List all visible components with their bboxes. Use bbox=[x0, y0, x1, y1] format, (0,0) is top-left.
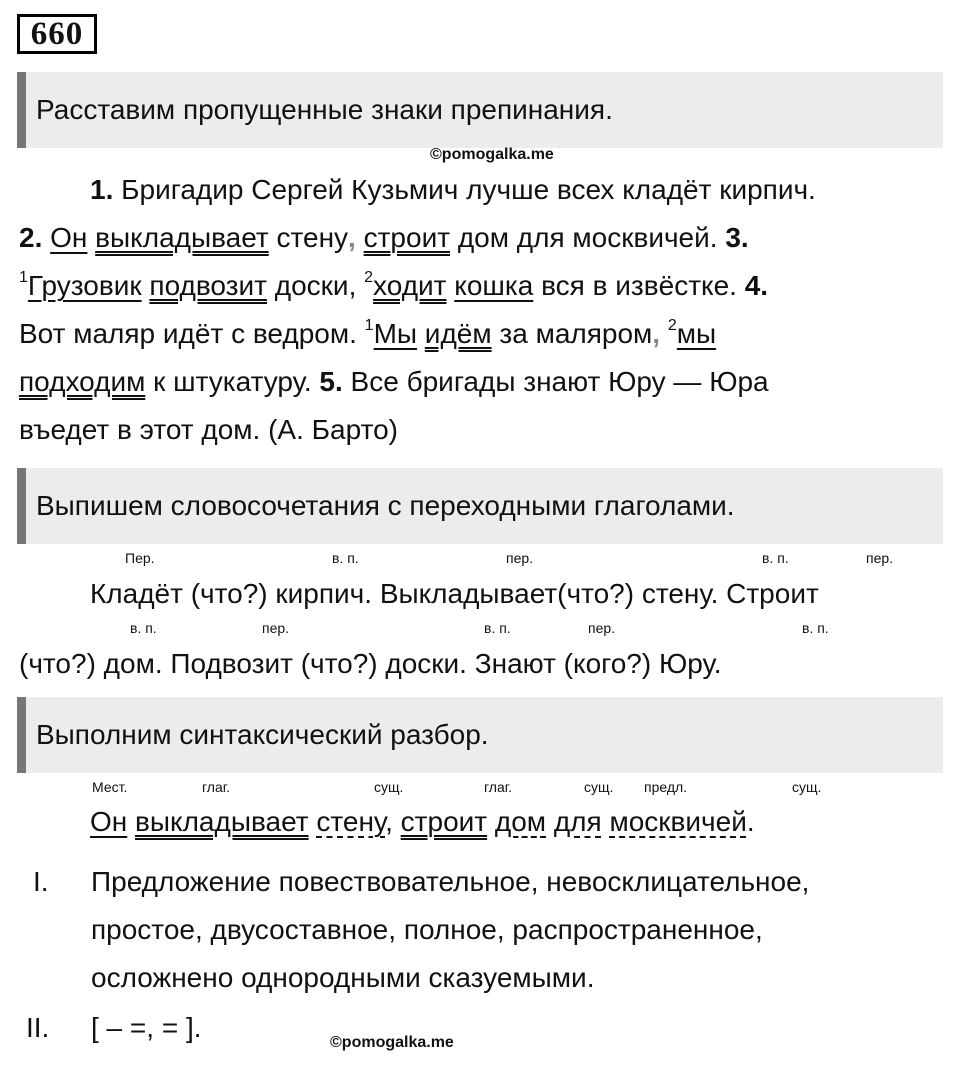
annotation: пер. bbox=[262, 620, 290, 636]
section-heading-2-text: Выпишем словосочетания с переходными глаголами. bbox=[36, 490, 735, 521]
annotation: в. п. bbox=[762, 550, 789, 566]
roman-numeral-1: I. bbox=[33, 866, 49, 897]
annotation: Пер. bbox=[125, 550, 155, 566]
section-heading-3 bbox=[17, 697, 943, 773]
annotation: пер. bbox=[506, 550, 534, 566]
annotation: в. п. bbox=[802, 620, 829, 636]
annotation: сущ. bbox=[792, 779, 822, 795]
text1-line-6: въедет в этот дом. (А. Барто) bbox=[19, 414, 398, 445]
annotation: в. п. bbox=[332, 550, 359, 566]
watermark-bottom: ©pomogalka.me bbox=[330, 1034, 454, 1051]
roman-numeral-2: II. bbox=[26, 1012, 50, 1043]
annotation: пер. bbox=[588, 620, 616, 636]
text1-line-2: 2. Он выкладывает стену, строит дом для москвичей. 3. bbox=[19, 222, 749, 253]
section-heading-1-text: Расставим пропущенные знаки препинания. bbox=[36, 94, 613, 125]
text1-line-1: 1. Бригадир Сергей Кузьмич лучше всех кладёт кирпич. bbox=[90, 174, 816, 205]
sentence-scheme: [ – =, = ]. bbox=[91, 1012, 202, 1043]
section-heading-3-text: Выполним синтаксический разбор. bbox=[36, 719, 489, 750]
analysis-line-3: осложнено однородными сказуемыми. bbox=[91, 962, 595, 993]
annotation: глаг. bbox=[484, 779, 513, 795]
annotation: пер. bbox=[866, 550, 894, 566]
annotation: Мест. bbox=[92, 779, 128, 795]
watermark-top: ©pomogalka.me bbox=[430, 146, 554, 163]
annotation: в. п. bbox=[484, 620, 511, 636]
section-heading-2 bbox=[17, 468, 943, 544]
section-heading-1 bbox=[17, 72, 943, 148]
annotation: в. п. bbox=[130, 620, 157, 636]
text2-line-2: (что?) дом. Подвозит (что?) доски. Знают (кого?) Юру. bbox=[19, 648, 722, 679]
annotation: сущ. bbox=[374, 779, 404, 795]
annotation: сущ. bbox=[584, 779, 614, 795]
text1-line-3: $^1$Грузовик подвозит доски, $^2$ходит кошка вся в извёстке. 4. bbox=[19, 269, 769, 301]
annotation: глаг. bbox=[202, 779, 231, 795]
text2-line-1: Кладёт (что?) кирпич. Выкладывает(что?) стену. Строит bbox=[90, 578, 819, 609]
analysis-line-1: Предложение повествовательное, невосклицательное, bbox=[91, 866, 810, 897]
analyzed-sentence: Он выкладывает стену, строит дом для москвичей. bbox=[90, 806, 755, 837]
exercise-number: 660 bbox=[17, 14, 97, 54]
annotation: предл. bbox=[644, 779, 688, 795]
analysis-line-2: простое, двусоставное, полное, распространенное, bbox=[91, 914, 763, 945]
text1-line-4: Вот маляр идёт с ведром. $^1$Мы идём за маляром, $^2$мы bbox=[19, 317, 717, 349]
text1-line-5: подходим к штукатуру. 5. Все бригады знают Юру — Юра bbox=[19, 366, 769, 397]
